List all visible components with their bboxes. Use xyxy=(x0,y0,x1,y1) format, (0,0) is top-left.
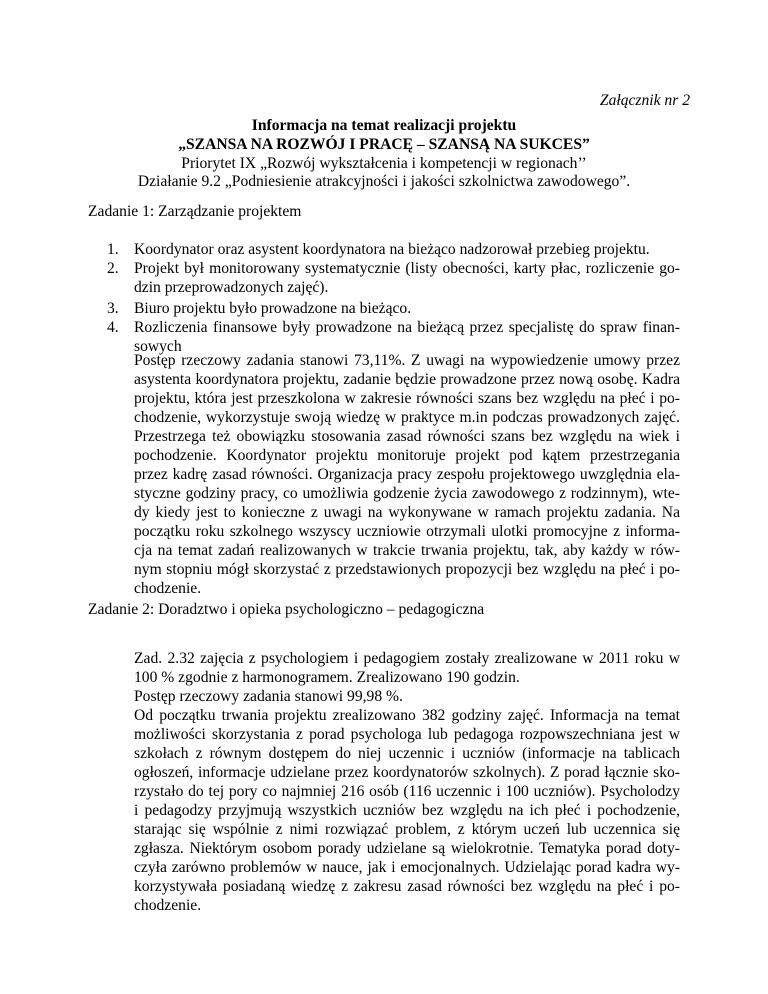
paragraph-line: ogłoszeń, informacje udzielane przez koordynatorów szkolnych). Z porad łącznie sko- xyxy=(134,764,680,781)
list-item-text: sowych xyxy=(134,338,182,355)
title-line-1: Informacja na temat realizacji projektu xyxy=(251,117,517,134)
paragraph-line: chodzenie. xyxy=(134,580,202,597)
paragraph-line: korzystywała posiadaną wiedzę z zakresu zasad równości bez względu na płeć i po- xyxy=(134,878,680,895)
paragraph-line: początku roku szkolnego wszyscy uczniowie otrzymali ulotki promocyjne z informa- xyxy=(134,523,680,540)
paragraph-line: starając się wspólnie z nimi rozwiązać problem, z którym uczeń lub uczennica się xyxy=(134,821,680,838)
list-item-text: Projekt był monitorowany systematycznie (listy obecności, karty płac, rozliczenie go- xyxy=(134,260,680,277)
paragraph-line: Od początku trwania projektu zrealizowano 382 godziny zajęć. Informacja na temat xyxy=(134,707,680,724)
paragraph-line: dy kiedy jest to konieczne z uwagi na wykonywane w ramach projektu zadania. Na xyxy=(134,504,680,521)
paragraph-line: Przestrzega też obowiązku stosowania zasad równości szans bez względu na wiek i xyxy=(134,428,680,445)
project-name: „SZANSA NA ROZWÓJ I PRACĘ – SZANSĄ NA SUKCES” xyxy=(178,136,590,153)
priority-line: Priorytet IX „Rozwój wykształcenia i kompetencji w regionach’’ xyxy=(181,155,587,172)
paragraph-line: czyła zarówno problemów w nauce, jak i emocjonalnych. Udzielając porad kadra wy- xyxy=(134,859,680,876)
paragraph-line: nym stopniu mógł skorzystać z przedstawionych propozycji bez względu na płeć i po- xyxy=(134,561,680,578)
task1-heading: Zadanie 1: Zarządzanie projektem xyxy=(88,203,302,220)
paragraph-line: 100 % zgodnie z harmonogramem. Zrealizowano 190 godzin. xyxy=(134,669,520,686)
paragraph-line: chodzenie, wykorzystuje swoją wiedzę w praktyce m.in podczas prowadzonych zajęć. xyxy=(134,409,680,426)
paragraph-line: pochodzenie. Koordynator projektu monitoruje projekt pod kątem przestrzegania xyxy=(134,447,680,464)
list-item-number: 4. xyxy=(107,319,119,336)
paragraph-line: projektu, która jest przeszkolona w zakresie równości szans bez względu na płeć i po- xyxy=(134,390,680,407)
paragraph-line: rzystało do tej pory co najmniej 216 osób (116 uczennic i 100 uczniów). Psycholodzy xyxy=(134,783,680,800)
paragraph-line: przez kadrę zasad równości. Organizacja pracy zespołu projektowego uwzględnia ela- xyxy=(134,466,680,483)
list-item-number: 3. xyxy=(107,300,119,317)
paragraph-line: styczne godziny pracy, co umożliwia godzenie życia zawodowego z rodzinnym), wte- xyxy=(134,485,680,502)
paragraph-line: Postęp rzeczowy zadania stanowi 73,11%. Z uwagi na wypowiedzenie umowy przez xyxy=(134,352,680,369)
paragraph-line: Zad. 2.32 zajęcia z psychologiem i pedagogiem zostały zrealizowane w 2011 roku w xyxy=(134,650,680,667)
paragraph-line: chodzenie. xyxy=(134,897,202,914)
paragraph-line: cja na temat zadań realizowanych w trakcie trwania projektu, tak, aby każdy w rów- xyxy=(134,542,680,559)
task2-heading: Zadanie 2: Doradztwo i opieka psychologiczno – pedagogiczna xyxy=(88,601,485,618)
paragraph-line: Postęp rzeczowy zadania stanowi 99,98 %. xyxy=(134,688,403,705)
paragraph-line: asystenta koordynatora projektu, zadanie będzie prowadzone przez nową osobę. Kadra xyxy=(134,371,680,388)
list-item-text: Koordynator oraz asystent koordynatora na bieżąco nadzorował przebieg projektu. xyxy=(134,241,650,258)
paragraph-line: szkołach z równym dostępem do niej uczennic i uczniów (informacje na tablicach xyxy=(134,745,680,762)
list-item-text: Rozliczenia finansowe były prowadzone na bieżącą przez specjalistę do spraw finan- xyxy=(134,319,680,336)
paragraph-line: i pedagodzy przyjmują wszystkich uczniów bez względu na ich płeć i pochodzenie, xyxy=(134,802,680,819)
list-item-text: Biuro projektu było prowadzone na bieżąco. xyxy=(134,300,412,317)
paragraph-line: zgłasza. Niektórym osobom porady udzielane są wielokrotnie. Tematyka porad doty- xyxy=(134,840,680,857)
list-item-number: 1. xyxy=(107,241,119,258)
paragraph-line: możliwości skorzystania z porad psychologa lub pedagoga rozpowszechniana jest w xyxy=(134,726,680,743)
measure-line: Działanie 9.2 „Podniesienie atrakcyjności i jakości szkolnictwa zawodowego”. xyxy=(137,173,631,190)
list-item-text: dzin przeprowadzonych zajęć). xyxy=(134,279,329,296)
attachment-label: Załącznik nr 2 xyxy=(599,92,690,109)
list-item-number: 2. xyxy=(107,260,119,277)
